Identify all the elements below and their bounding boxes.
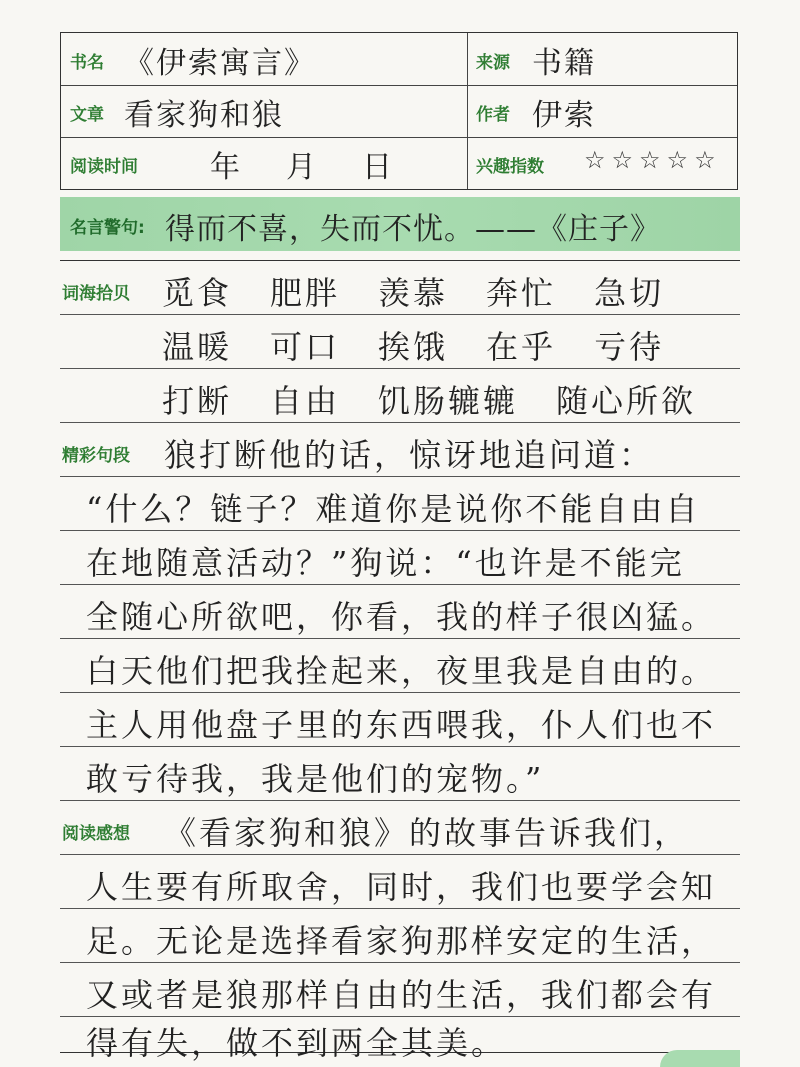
quote-text: 得而不喜，失而不忧。——《庄子》 [165, 212, 661, 247]
vocab-word: 奔忙 [486, 274, 557, 312]
ruled-line [60, 854, 740, 855]
ruled-line [60, 962, 740, 963]
reflection-line: 《看家狗和狼》的故事告诉我们， [164, 814, 690, 852]
ruled-line [60, 692, 740, 693]
vocab-word: 饥肠辘辘 [378, 382, 519, 420]
ruled-line [60, 638, 740, 639]
excerpt-line: 在地随意活动？”狗说：“也许是不能完 [86, 544, 685, 582]
reflection-line: 人生要有所取舍，同时，我们也要学会知 [86, 868, 717, 906]
vocab-word: 自由 [270, 382, 341, 420]
ruled-line [60, 314, 740, 315]
table-divider-vertical [467, 33, 468, 189]
ruled-line [60, 422, 740, 423]
reading-date-label: 阅读时间 [70, 157, 138, 177]
excerpt-line: 全随心所欲吧，你看，我的样子很凶猛。 [86, 598, 717, 636]
vocab-word: 可口 [270, 328, 341, 366]
ruled-line [60, 908, 740, 909]
book-label: 书名 [70, 53, 104, 73]
source-label: 来源 [476, 53, 510, 73]
vocab-word: 挨饿 [378, 328, 449, 366]
ruled-line [60, 260, 740, 261]
ruled-line [60, 1016, 740, 1017]
author-label: 作者 [476, 105, 510, 125]
table-divider-row-1 [61, 85, 737, 86]
vocab-row-3 [162, 376, 734, 422]
vocab-row-2 [162, 322, 702, 368]
vocab-row-1 [162, 268, 702, 314]
vocab-label: 词海拾贝 [62, 284, 130, 304]
vocab-word: 肥胖 [270, 274, 341, 312]
reading-date-value: 年 月 日 [210, 150, 400, 185]
excerpt-line: 白天他们把我拴起来，夜里我是自由的。 [86, 652, 717, 690]
excerpt-line: 敢亏待我，我是他们的宠物。” [86, 760, 545, 798]
ruled-line [60, 746, 740, 747]
ruled-line [60, 368, 740, 369]
excerpt-line: 主人用他盘子里的东西喂我，仆人们也不 [86, 706, 717, 744]
excerpt-line: “什么？链子？难道你是说你不能自由自 [86, 490, 701, 528]
vocab-word: 打断 [162, 382, 233, 420]
author-value: 伊索 [532, 98, 596, 133]
reflection-line: 得有失，做不到两全其美。 [86, 1024, 507, 1062]
ruled-line [60, 584, 740, 585]
reflection-line: 足。无论是选择看家狗那样安定的生活， [86, 922, 717, 960]
reflection-label: 阅读感想 [62, 824, 130, 844]
ruled-line [60, 476, 740, 477]
table-divider-row-2 [61, 137, 737, 138]
ruled-line [60, 530, 740, 531]
vocab-word: 温暖 [162, 328, 233, 366]
article-label: 文章 [70, 105, 104, 125]
reflection-line: 又或者是狼那样自由的生活，我们都会有 [86, 976, 717, 1014]
vocab-word: 亏待 [594, 328, 665, 366]
vocab-word: 随心所欲 [556, 382, 697, 420]
vocab-word: 觅食 [162, 274, 233, 312]
source-value: 书籍 [532, 46, 596, 81]
ruled-line [60, 800, 740, 801]
article-value: 看家狗和狼 [124, 98, 284, 133]
vocab-word: 在乎 [486, 328, 557, 366]
excerpt-label: 精彩句段 [62, 446, 130, 466]
vocab-word: 羡慕 [378, 274, 449, 312]
interest-label: 兴趣指数 [476, 157, 544, 177]
corner-decoration [660, 1050, 740, 1067]
book-value: 《伊索寓言》 [124, 46, 316, 81]
vocab-word: 急切 [594, 274, 665, 312]
quote-label: 名言警句: [70, 218, 145, 238]
interest-stars: ☆☆☆☆☆ [584, 146, 722, 174]
excerpt-line: 狼打断他的话，惊讶地追问道： [164, 436, 655, 474]
